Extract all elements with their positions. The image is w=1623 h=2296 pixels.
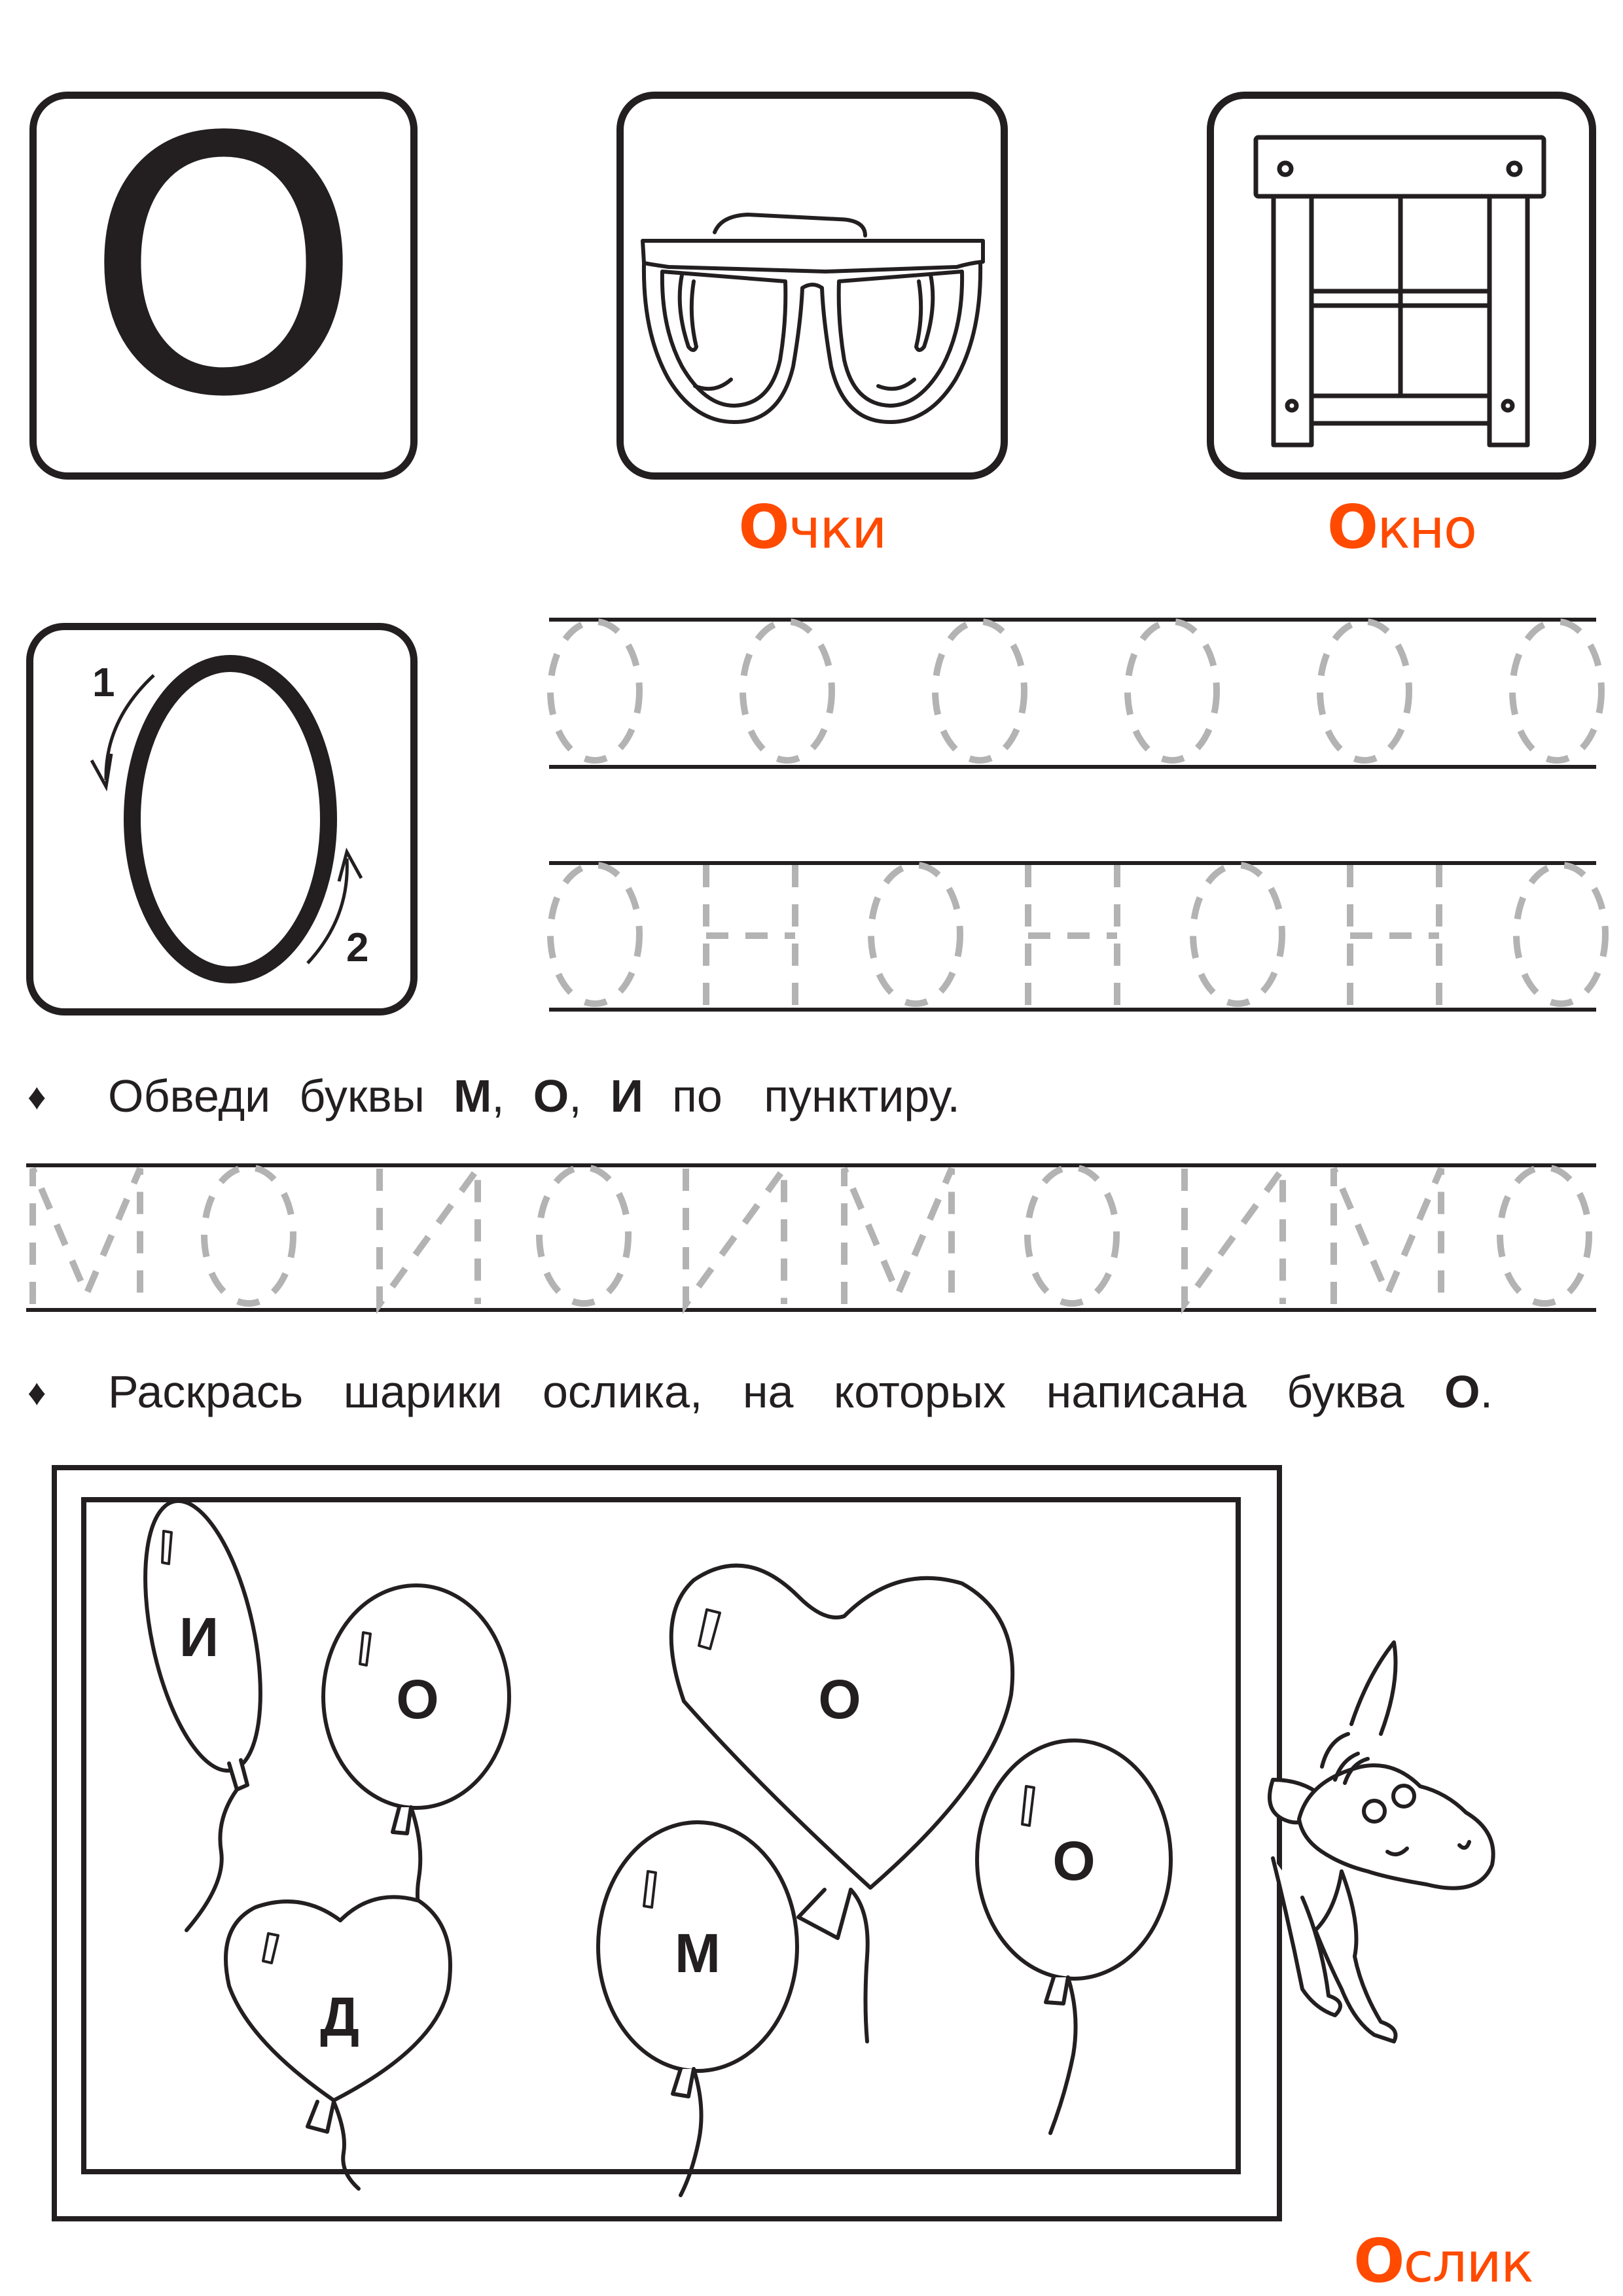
bold-letter-o: О (1444, 1366, 1480, 1417)
bold-letter-m: М (453, 1070, 492, 1122)
instruction-tail: по пунктиру. (671, 1070, 960, 1122)
instruction-word: Обведи (108, 1070, 271, 1122)
instruction-word: буквы (299, 1070, 425, 1122)
word-initial: О (738, 492, 789, 562)
word-rest: слик (1403, 2231, 1533, 2295)
balloon-letter: И (179, 1606, 219, 1668)
word-rest: чки (788, 497, 886, 561)
donkey-icon (1270, 1642, 1493, 2041)
balloon-letter: О (818, 1669, 861, 1730)
balloon-letter: О (396, 1669, 439, 1730)
bold-letter-o: О (533, 1070, 569, 1122)
balloon-round-icon (598, 1822, 797, 2195)
bullet-diamond-icon: ♦ (27, 1371, 46, 1413)
word-oslik (1335, 2226, 1551, 2296)
balloon-letter: Д (320, 1986, 359, 2047)
bold-letter-i: И (610, 1070, 643, 1122)
instruction-1: Обведи буквы М, О, И по пунктиру. (108, 1070, 960, 1122)
balloon-round-icon (977, 1740, 1171, 2133)
bullet-diamond-icon: ♦ (27, 1076, 46, 1117)
big-letter-o: О (84, 63, 363, 474)
word-rest: кно (1377, 497, 1476, 561)
balloon-long-icon (124, 1491, 281, 1930)
instruction-text: Раскрась шарики ослика, на которых написана буква (108, 1366, 1404, 1417)
instruction-2: Раскрась шарики ослика, на которых написана буква О. (108, 1366, 1493, 1417)
word-initial: О (1353, 2226, 1404, 2296)
word-initial: О (1327, 492, 1378, 562)
step-1-label: 1 (92, 660, 115, 705)
balloon-letter: М (675, 1922, 721, 1984)
balloon-letter: О (1052, 1830, 1096, 1892)
step-2-label: 2 (346, 925, 369, 970)
balloon-round-icon (323, 1585, 509, 1937)
